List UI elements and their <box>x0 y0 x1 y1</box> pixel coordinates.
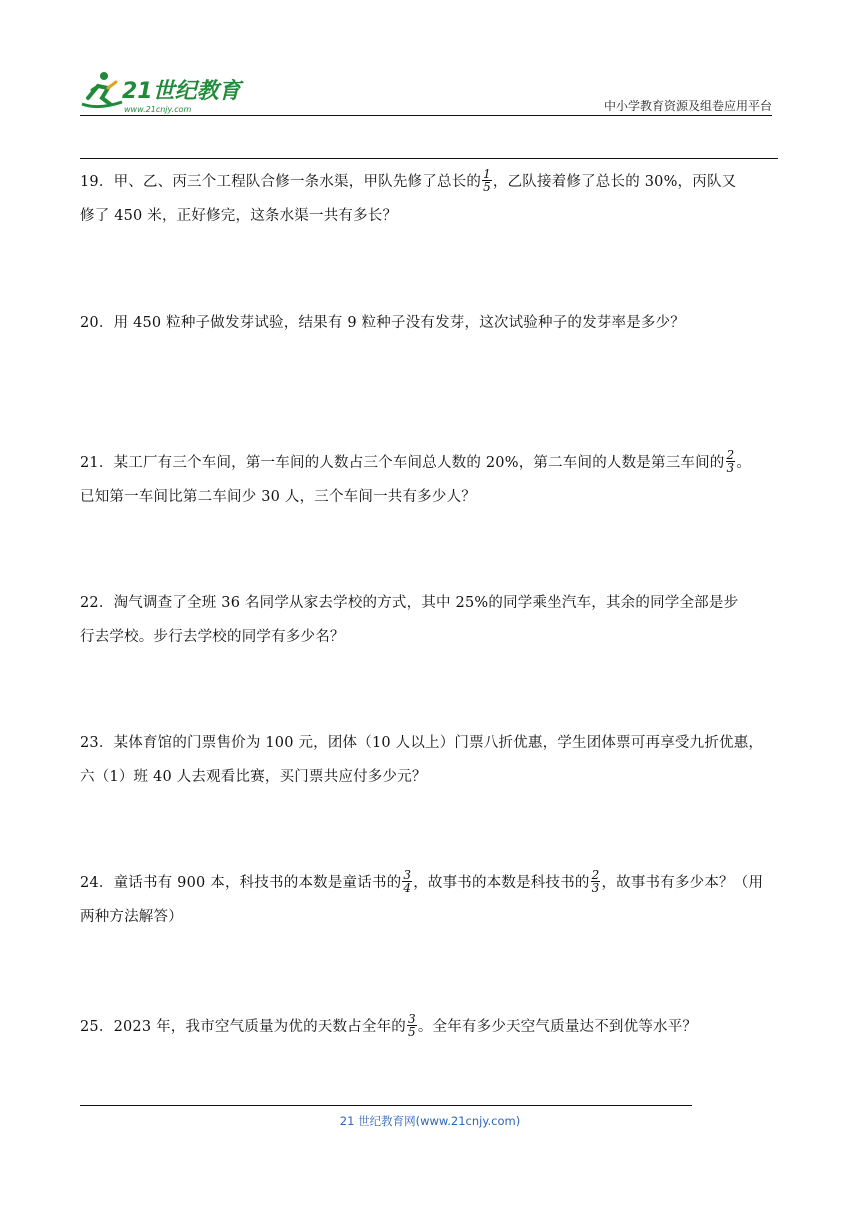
fraction: $\frac{3}{4}$ <box>403 867 412 895</box>
fraction: $\frac{3}{5}$ <box>407 1011 416 1039</box>
footer-link[interactable]: 21 世纪教育网(www.21cnjy.com) <box>339 1114 521 1128</box>
logo <box>78 68 248 116</box>
fraction: $\frac{2}{3}$ <box>591 867 600 895</box>
fraction: $\frac{1}{5}$ <box>483 166 491 194</box>
content-top-rule <box>80 158 778 159</box>
logo-url: www.21cnjy.com <box>124 105 192 114</box>
fraction: $\frac{2}{3}$ <box>726 447 735 475</box>
question-number: 21． <box>80 455 114 471</box>
question-number: 25． <box>80 1019 114 1035</box>
question-number: 23． <box>80 735 114 751</box>
question-number: 19． <box>80 174 114 190</box>
question-20: 20．用 450 粒种子做发芽试验，结果有 9 粒种子没有发芽，这次试验种子的发芽率是多少？ <box>80 315 685 331</box>
platform-name: 中小学教育资源及组卷应用平台 <box>603 99 772 113</box>
question-25: 25．2023 年，我市空气质量为优的天数占全年的 $\frac{3}{5}$ 。全年有多少天空气质量达不到优等水平？ <box>80 1011 698 1039</box>
question-22: 22．淘气调查了全班 36 名同学从家去学校的方式，其中 25%的同学乘坐汽车，其余的同学全部是步 行去学校。步行去学校的同学有多少名？ <box>80 595 739 645</box>
question-19: 19．甲、乙、丙三个工程队合修一条水渠，甲队先修了总长的 $\frac{1}{5}$ ，乙队接着修了总长的 30%，丙队又 修了 450 米，正好修完，这条水渠一共有多长？ <box>80 166 737 224</box>
logo-text: 21世纪教育 <box>122 79 241 104</box>
question-24: 24．童话书有 900 本，科技书的本数是童话书的 $\frac{3}{4}$ ，故事书的本数是科技书的 $\frac{2}{3}$ ，故事书有多少本？（用 两种方法解答） <box>80 867 764 925</box>
question-23: 23．某体育馆的门票售价为 100 元，团体（10 人以上）门票八折优惠，学生团体票可再享受九折优惠， 六（1）班 40 人去观看比赛，买门票共应付多少元？ <box>80 735 764 785</box>
question-number: 22． <box>80 595 114 611</box>
header-rule <box>80 115 772 116</box>
question-number: 20． <box>80 315 114 331</box>
question-21: 21．某工厂有三个车间，第一车间的人数占三个车间总人数的 20%，第二车间的人数是第三车间的 $\frac{2}{3}$ 。 已知第一车间比第二车间少 30 人，三个车间一共有多少人？ <box>80 447 752 505</box>
runner-icon <box>82 72 122 107</box>
footer-rule <box>80 1105 692 1106</box>
question-number: 24． <box>80 875 114 891</box>
